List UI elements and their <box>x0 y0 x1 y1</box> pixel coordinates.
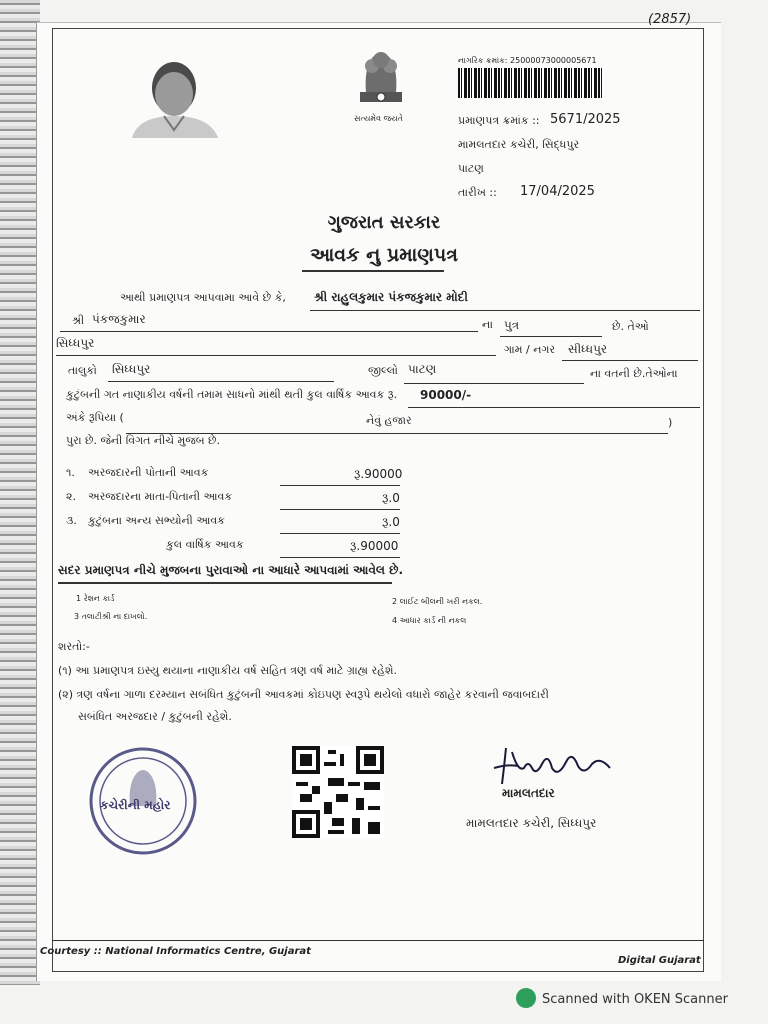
address: સિધ્ધપુર <box>56 336 95 350</box>
issuing-office: મામલતદાર કચેરી, સિદ્ધપુર <box>458 138 580 151</box>
proof-item: 2 લાઈટ બીલની ખરી નકલ. <box>392 597 483 606</box>
applicant-photo <box>118 54 236 138</box>
shri-prefix: શ્રી <box>72 314 85 327</box>
national-emblem-icon <box>346 40 416 122</box>
father-name: પંકજકુમાર <box>92 312 146 326</box>
words-suffix: ) <box>668 416 673 429</box>
proof-item: 3 તલાટીશ્રી ના દાખલો. <box>74 612 148 621</box>
scanner-logo-icon <box>516 988 536 1008</box>
table-row-amount: રૂ.90000 <box>354 467 403 481</box>
cert-number-label: પ્રમાણપત્ર ક્રમાંક :: <box>458 114 540 127</box>
emblem-caption: સત્યમેવ જયતે <box>354 114 403 123</box>
footer-courtesy: Courtesy :: National Informatics Centre, Gujarat <box>40 946 311 957</box>
conditions-heading: શરતો:- <box>58 640 90 653</box>
table-row-amount: રૂ.0 <box>382 515 400 529</box>
condition-2-cont: સબંધિત અરજદાર / કુટુંબની રહેશે. <box>78 710 232 723</box>
qr-code <box>292 746 384 838</box>
signatory-office: મામલતદાર કચેરી, સિધ્ધપુર <box>466 816 597 830</box>
total-label: કુલ વાર્ષિક આવક <box>166 538 244 551</box>
issue-date: 17/04/2025 <box>520 184 595 199</box>
details-line: પુરા છે. જેની વિગત નીચે મુજબ છે. <box>66 434 221 447</box>
notebook-spiral-edge <box>0 0 40 985</box>
handwritten-note: (2857) <box>648 12 692 27</box>
table-row-no: ૨. <box>66 490 76 503</box>
income-amount: 90000/- <box>420 388 472 402</box>
table-row-no: ૧. <box>66 466 75 479</box>
date-label: તારીખ :: <box>458 186 497 199</box>
table-row-label: અરજદારના માતા-પિતાની આવક <box>88 490 233 503</box>
seal-text: કચેરીની મહોર <box>100 798 171 812</box>
proofs-heading: સદર પ્રમાણપત્ર નીચે મુજબના પુરાવાઓ ના આધારે આપવામાં આવેલ છે. <box>58 563 404 577</box>
resident-suffix: ના વતની છે.તેઓના <box>590 367 678 380</box>
amount-in-words: નેવું હજાર <box>366 414 412 427</box>
total-amount: રૂ.90000 <box>350 539 399 553</box>
relation-prefix: ના <box>482 318 493 331</box>
words-prefix: અંકે રૂપિયા ( <box>66 411 124 424</box>
document-title: આવક નુ પ્રમાણપત્ર <box>310 244 458 266</box>
cert-number: 5671/2025 <box>550 112 621 127</box>
relation: પુત્ર <box>504 318 520 332</box>
proof-item: 1 રેશન કાર્ડ <box>76 594 115 603</box>
signatory-title: મામલતદાર <box>502 786 555 800</box>
village-label: ગામ / નગર <box>504 343 556 356</box>
proof-item: 4 આધાર કાર્ડ ની નકલ <box>392 616 467 625</box>
condition-1: (૧) આ પ્રમાણપત્ર ઇસ્યુ થયાના નાણાકીય વર્ષ સહિત ત્રણ વર્ષ માટે ગ્રાહ્ય રહેશે. <box>58 664 397 677</box>
issuing-district: પાટણ <box>458 162 484 175</box>
table-row-no: ૩. <box>66 514 77 527</box>
table-row-amount: રૂ.0 <box>382 491 400 505</box>
table-row-label: કુટુંબના અન્ય સભ્યોની આવક <box>88 514 225 527</box>
footer-brand: Digital Gujarat <box>618 955 701 966</box>
they-are: છે. તેઓ <box>612 320 649 333</box>
issued-to-prefix: આથી પ્રમાણપત્ર આપવામા આવે છે કે, <box>120 291 286 304</box>
taluka: સિધ્ધપુર <box>112 362 151 376</box>
village: સીધ્ધપુર <box>568 342 608 356</box>
condition-2: (૨) ત્રણ વર્ષના ગાળા દરમ્યાન સબંધિત કુટુંબની આવકમાં કોઇપણ સ્વરૂપે થયેલો વધારો જાહેર કરવાની જવાબદારી <box>58 688 549 701</box>
applicant-name: શ્રી રાહુલકુમાર પંકજકુમાર મોદી <box>314 290 468 304</box>
income-statement: કુટુંબની ગત નાણાકીય વર્ષની તમામ સાધનો માંથી થતી કુલ વાર્ષિક આવક રૂ. <box>66 388 398 401</box>
district: પાટણ <box>408 362 437 376</box>
title-underline <box>302 270 444 272</box>
barcode-number: નાગરિક ક્રમાંક: 25000073000005671 <box>458 56 597 65</box>
signature <box>488 738 618 788</box>
taluka-label: તાલુકો <box>68 364 97 377</box>
scanner-watermark: Scanned with OKEN Scanner <box>542 992 728 1007</box>
district-label: જીલ્લો <box>368 364 398 377</box>
barcode <box>458 68 604 98</box>
table-row-label: અરજદારની પોતાની આવક <box>88 466 209 479</box>
government-title: ગુજરાત સરકાર <box>327 212 441 233</box>
